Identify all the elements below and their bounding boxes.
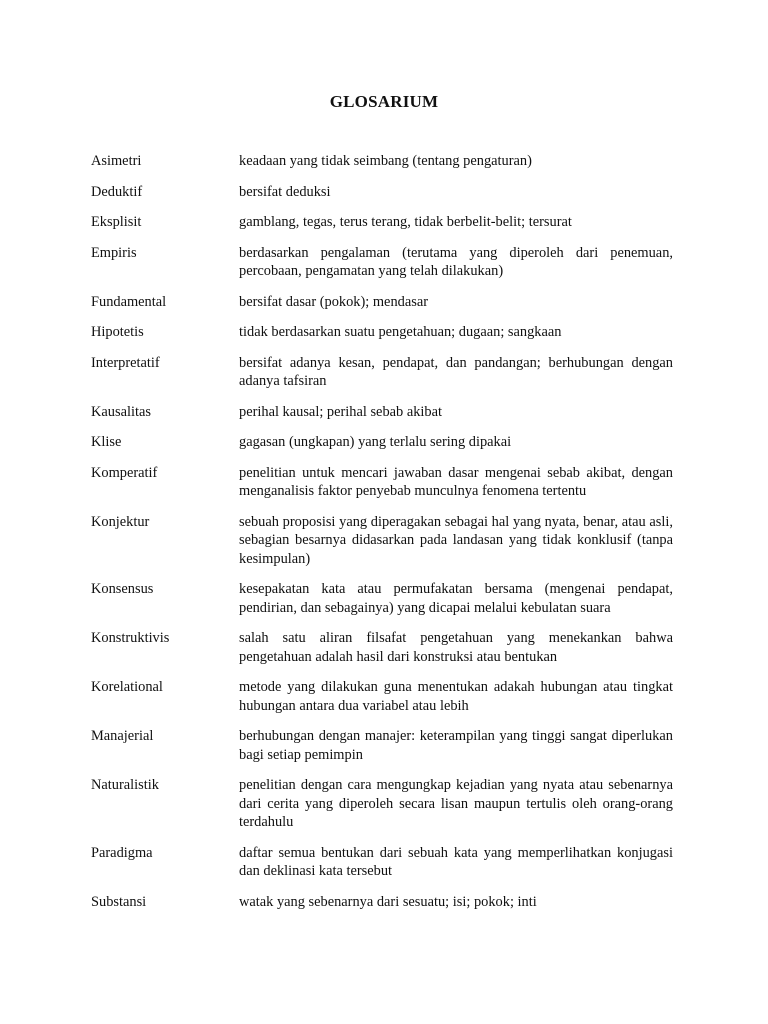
glossary-term: Hipotetis [91, 324, 144, 340]
glossary-entry [91, 893, 673, 912]
glossary-definition: bersifat dasar (pokok); mendasar [239, 293, 429, 310]
glossary-entry [91, 183, 673, 202]
glossary-definition: sebuah proposisi yang diperagakan sebagai hal yang nyata, benar, atau asli, sebagian besarnya didasarkan pada landasan yang tidak konklusif (tanpa kesimpulan) [239, 513, 673, 567]
glossary-entry [91, 678, 673, 715]
glossary-term: Paradigma [91, 844, 153, 861]
glossary-entry [91, 323, 673, 342]
glossary-entry [91, 580, 673, 617]
glossary-entry [91, 293, 673, 312]
glossary-definition: penelitian untuk mencari jawaban dasar mengenai sebab akibat, dengan menganalisis faktor penyebab munculnya fenomena tertentu [239, 464, 673, 499]
glossary-entry [91, 213, 673, 232]
glossary-entry [91, 629, 673, 666]
glossary-term: Klise [91, 434, 122, 450]
glossary-term: Konstruktivis [91, 630, 170, 646]
glossary-definition: tidak berdasarkan suatu pengetahuan; dugaan; sangkaan [239, 324, 562, 340]
glossary-term: Asimetri [91, 153, 142, 169]
glossary-entry [91, 403, 673, 422]
glossary-term: Eksplisit [91, 214, 142, 230]
page-title: GLOSARIUM [329, 92, 439, 111]
glossary-entry [91, 433, 673, 452]
glossary-term: Komperatif [91, 464, 158, 481]
glossary-term: Konsensus [91, 581, 154, 597]
glossary-entry [91, 464, 673, 501]
glossary-term: Kausalitas [91, 403, 151, 420]
glossary-entry [91, 844, 673, 881]
glossary-term: Substansi [91, 893, 147, 910]
glossary-definition: salah satu aliran filsafat pengetahuan yang menekankan bahwa pengetahuan adalah hasil dari konstruksi atau bentukan [239, 630, 673, 665]
glossary-term: Interpretatif [91, 354, 160, 371]
glossary-definition: berhubungan dengan manajer: keterampilan yang tinggi sangat diperlukan bagi setiap pemimpin [239, 728, 673, 763]
glossary-entry [91, 776, 673, 832]
glossary-definition: keadaan yang tidak seimbang (tentang pengaturan) [239, 153, 532, 169]
glossary-term: Fundamental [91, 293, 167, 310]
glossary-term: Deduktif [91, 183, 143, 200]
glossary-definition: watak yang sebenarnya dari sesuatu; isi; pokok; inti [239, 893, 537, 910]
glossary-definition: gagasan (ungkapan) yang terlalu sering dipakai [239, 434, 512, 450]
glossary-entry [91, 727, 673, 764]
glossary-definition: kesepakatan kata atau permufakatan bersama (mengenai pendapat, pendirian, dan sebagainya) yang dicapai melalui kebulatan suara [239, 581, 673, 616]
glossary-definition: gamblang, tegas, terus terang, tidak berbelit-belit; tersurat [239, 214, 572, 230]
glossary-term: Manajerial [91, 728, 154, 744]
glossary-term: Korelational [91, 679, 163, 695]
glossary-term: Empiris [91, 244, 137, 261]
glossary-term: Konjektur [91, 513, 150, 530]
glossary-definition: berdasarkan pengalaman (terutama yang diperoleh dari penemuan, percobaan, pengamatan yang telah dilakukan) [239, 244, 673, 279]
glossary-definition: bersifat deduksi [239, 183, 331, 200]
glossary-definition: bersifat adanya kesan, pendapat, dan pandangan; berhubungan dengan adanya tafsiran [239, 354, 673, 389]
glossary-entry [91, 244, 673, 281]
glossary-entry [91, 354, 673, 391]
glossary-term: Naturalistik [91, 777, 159, 793]
glossary-definition: daftar semua bentukan dari sebuah kata yang memperlihatkan konjugasi dan deklinasi kata tersebut [239, 844, 673, 879]
glossary-definition: penelitian dengan cara mengungkap kejadian yang nyata atau sebenarnya dari cerita yang diperoleh secara lisan maupun tertulis oleh orang-orang terdahulu [239, 777, 673, 830]
glossary-definition: perihal kausal; perihal sebab akibat [239, 403, 442, 420]
glossary-definition: metode yang dilakukan guna menentukan adakah hubungan atau tingkat hubungan antara dua variabel atau lebih [239, 679, 673, 714]
glossary-entry [91, 152, 673, 171]
glossary-list [91, 152, 673, 923]
glossary-entry [91, 513, 673, 569]
